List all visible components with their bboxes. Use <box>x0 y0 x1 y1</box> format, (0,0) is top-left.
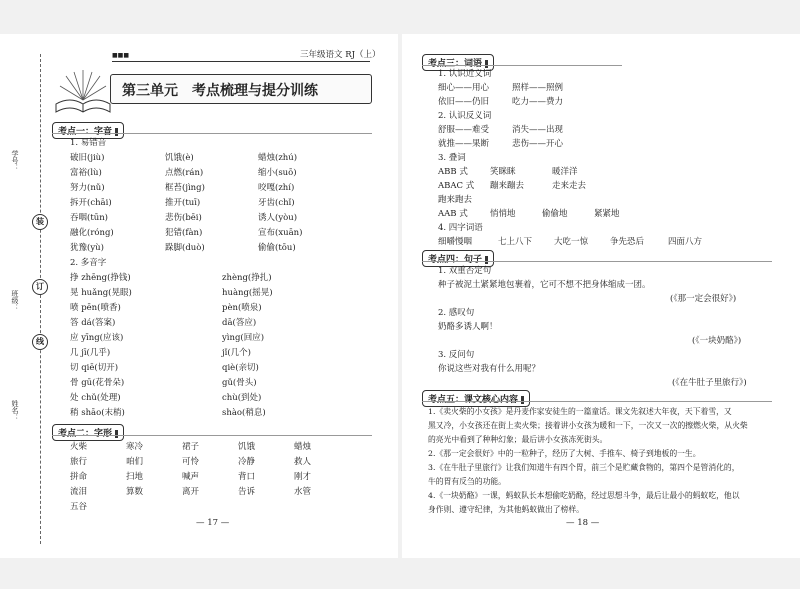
duoyin-cell: qiè(亲切) <box>222 363 259 373</box>
zixing-cell: 饥饿 <box>238 442 256 452</box>
section3-sub4: 4. 四字词语 <box>438 223 483 233</box>
fan-cell: 悲伤——开心 <box>512 139 564 149</box>
duoyin-cell: 晃 huǎng(晃眼) <box>70 288 132 298</box>
zixing-cell: 旅行 <box>70 457 88 467</box>
zixing-cell: 可怜 <box>182 457 200 467</box>
zixing-cell: 水管 <box>294 487 312 497</box>
duoyin-cell: shào(稍息) <box>222 408 266 418</box>
die-cell: 跑来跑去 <box>438 195 473 205</box>
sizi-cell: 七上八下 <box>498 237 533 247</box>
zixing-cell: 五谷 <box>70 502 88 512</box>
jin-cell: 照样——照例 <box>512 83 564 93</box>
duoyin-cell: huàng(摇晃) <box>222 288 273 298</box>
binding-line <box>40 54 41 544</box>
die-cell: 走来走去 <box>552 181 587 191</box>
duoyin-cell: 处 chǔ(处理) <box>70 393 121 403</box>
unit-title: 第三单元 考点梳理与提分训练 <box>122 83 318 99</box>
header-rule <box>112 61 370 62</box>
zixing-cell: 裙子 <box>182 442 200 452</box>
yicuo-cell: 点燃(rán) <box>165 168 204 178</box>
student-number-label: 学号： <box>11 150 19 171</box>
seal-circle-2: 订 <box>32 279 48 295</box>
yicuo-cell: 推开(tuī) <box>165 198 201 208</box>
die-cell: ABB 式 <box>438 167 468 177</box>
die-cell: 暖洋洋 <box>552 167 578 177</box>
die-cell: 偷偷地 <box>542 209 568 219</box>
yicuo-cell: 犯错(fàn) <box>165 228 203 238</box>
yicuo-cell: 宣布(xuān) <box>258 228 303 238</box>
duoyin-cell: 切 qiē(切开) <box>70 363 119 373</box>
sizi-cell: 细嚼慢咽 <box>438 237 473 247</box>
die-cell: 紧紧地 <box>594 209 620 219</box>
zixing-cell: 蜡烛 <box>294 442 312 452</box>
section4-title: 考点四：句子 <box>422 250 494 267</box>
duoyin-cell: gǔ(骨头) <box>222 378 257 388</box>
section4-sub2: 2. 感叹句 <box>438 308 475 318</box>
sentence-2-source: (《一块奶酪》) <box>692 336 742 346</box>
section3-title: 考点三：词语 <box>422 54 494 71</box>
zixing-cell: 拼命 <box>70 472 88 482</box>
left-page <box>0 34 398 558</box>
duoyin-cell: pèn(喷泉) <box>222 303 262 313</box>
yicuo-cell: 蜡烛(zhú) <box>258 153 298 163</box>
yicuo-cell: 诱人(yòu) <box>258 213 298 223</box>
seal-circle-3: 线 <box>32 334 48 350</box>
yicuo-cell: 融化(róng) <box>70 228 114 238</box>
duoyin-cell: 骨 gū(花骨朵) <box>70 378 125 388</box>
yicuo-cell: 悲伤(bēi) <box>165 213 202 223</box>
name-label: 姓名： <box>11 400 19 421</box>
core-content-line: 身作则、遵守纪律，为其他蚂蚁做出了榜样。 <box>428 505 584 514</box>
sizi-cell: 大吃一惊 <box>554 237 589 247</box>
yicuo-cell: 吞咽(tūn) <box>70 213 108 223</box>
die-cell: 笑眯眯 <box>490 167 516 177</box>
sentence-1-source: (《那一定会很好》) <box>670 294 737 304</box>
section4-sub1: 1. 双重否定句 <box>438 266 492 276</box>
zixing-cell: 流泪 <box>70 487 88 497</box>
core-content-line: 4.《一块奶酪》一课，蚂蚁队长本想偷吃奶酪，经过思想斗争，最后让最小的蚂蚁吃，他以 <box>428 491 740 500</box>
core-content-line: 2.《那一定会很好》中的一粒种子，经历了大树、手推车、椅子到地板的一生。 <box>428 449 701 458</box>
duoyin-cell: 喷 pēn(喷香) <box>70 303 121 313</box>
right-page <box>402 34 800 558</box>
duoyin-cell: dā(答应) <box>222 318 257 328</box>
duoyin-cell: zhèng(挣扎) <box>222 273 272 283</box>
yicuo-cell: 跺脚(duò) <box>165 243 205 253</box>
sentence-3: 你说这些对我有什么用呢？ <box>438 364 541 374</box>
yicuo-cell: 牙齿(chǐ) <box>258 198 295 208</box>
duoyin-cell: 稍 shāo(末梢) <box>70 408 125 418</box>
yicuo-cell: 框苔(jìng) <box>165 183 205 193</box>
page-number-right: — 18 — <box>566 518 600 528</box>
zixing-cell: 刚才 <box>294 472 312 482</box>
sizi-cell: 争先恐后 <box>610 237 645 247</box>
yicuo-cell: 偷偷(tōu) <box>258 243 296 253</box>
section1-sub2: 2. 多音字 <box>70 258 107 268</box>
section1-rule <box>52 133 372 134</box>
section3-rule <box>422 65 622 66</box>
zixing-cell: 背口 <box>238 472 256 482</box>
core-content-line: 3.《在牛肚子里旅行》让我们知道牛有四个胃，前三个是贮藏食物的，第四个是管消化的， <box>428 463 740 472</box>
duoyin-cell: yìng(回应) <box>222 333 265 343</box>
section2-title: 考点二：字形 <box>52 424 124 441</box>
core-content-line: 牛的胃有反刍的功能。 <box>428 477 506 486</box>
die-cell: ABAC 式 <box>438 181 475 191</box>
duoyin-cell: chù(到处) <box>222 393 262 403</box>
sentence-1: 种子被泥土紧紧地包裹着，它可不想不把身体缩成一团。 <box>438 280 651 290</box>
jin-cell: 细心——用心 <box>438 83 490 93</box>
jin-cell: 依旧——仍旧 <box>438 97 490 107</box>
sentence-2: 奶酪多诱人啊！ <box>438 322 498 332</box>
duoyin-cell: 几 jī(几乎) <box>70 348 111 358</box>
zixing-cell: 喊声 <box>182 472 200 482</box>
section2-rule <box>52 435 372 436</box>
section3-sub2: 2. 认识反义词 <box>438 111 492 121</box>
fan-cell: 舒服——难受 <box>438 125 490 135</box>
fan-cell: 就推——果断 <box>438 139 490 149</box>
zixing-cell: 告诉 <box>238 487 256 497</box>
zixing-cell: 火柴 <box>70 442 88 452</box>
jin-cell: 吃力——费力 <box>512 97 564 107</box>
section3-sub3: 3. 叠词 <box>438 153 466 163</box>
seal-circle-1: 装 <box>32 214 48 230</box>
die-cell: 悄悄地 <box>490 209 516 219</box>
section4-rule <box>422 261 772 262</box>
yicuo-cell: 努力(nǔ) <box>70 183 105 193</box>
duoyin-cell: 答 dá(答案) <box>70 318 116 328</box>
core-content-line: 黑又冷，小女孩还在街上卖火柴；接着讲小女孩为暖和一下，一次又一次的擦燃火柴，从火柴 <box>428 421 748 430</box>
die-cell: 蹦来蹦去 <box>490 181 525 191</box>
grade-label: 三年级语文 RJ（上） <box>300 50 381 60</box>
class-label: 班级： <box>11 290 19 311</box>
yicuo-cell: 犹豫(yù) <box>70 243 104 253</box>
zixing-cell: 算数 <box>126 487 144 497</box>
yicuo-cell: 破旧(jiù) <box>70 153 105 163</box>
zixing-cell: 咱们 <box>126 457 144 467</box>
section5-rule <box>422 401 772 402</box>
book-icon <box>52 70 114 116</box>
die-cell: AAB 式 <box>438 209 468 219</box>
section1-sub1: 1. 易错音 <box>70 138 107 148</box>
duoyin-cell: jǐ(几个) <box>222 348 251 358</box>
zixing-cell: 寒冷 <box>126 442 144 452</box>
core-content-line: 的亮光中看到了种种幻象；最后讲小女孩冻死街头。 <box>428 435 608 444</box>
section3-sub1: 1. 认识近义词 <box>438 69 492 79</box>
yicuo-cell: 缩小(suō) <box>258 168 297 178</box>
duoyin-cell: 应 yīng(应该) <box>70 333 124 343</box>
page-number-left: — 17 — <box>196 518 230 528</box>
yicuo-cell: 富裕(lù) <box>70 168 102 178</box>
yicuo-cell: 拆开(chāi) <box>70 198 112 208</box>
fan-cell: 消失——出现 <box>512 125 564 135</box>
core-content-line: 1.《卖火柴的小女孩》是丹麦作家安徒生的一篇童话。课文先叙述大年夜，天下着雪，又 <box>428 407 732 416</box>
section4-sub3: 3. 反问句 <box>438 350 475 360</box>
sizi-cell: 四面八方 <box>668 237 703 247</box>
zixing-cell: 扫地 <box>126 472 144 482</box>
section5-title: 考点五：课文核心内容 <box>422 390 530 407</box>
header-dots: ■■■ <box>112 52 130 59</box>
sentence-3-source: (《在牛肚子里旅行》) <box>672 378 747 388</box>
zixing-cell: 离开 <box>182 487 200 497</box>
zixing-cell: 冷静 <box>238 457 256 467</box>
duoyin-cell: 挣 zhēng(挣钱) <box>70 273 131 283</box>
section1-title: 考点一：字音 <box>52 122 124 139</box>
yicuo-cell: 饥饿(è) <box>165 153 194 163</box>
zixing-cell: 救人 <box>294 457 312 467</box>
yicuo-cell: 咬嘎(zhí) <box>258 183 295 193</box>
